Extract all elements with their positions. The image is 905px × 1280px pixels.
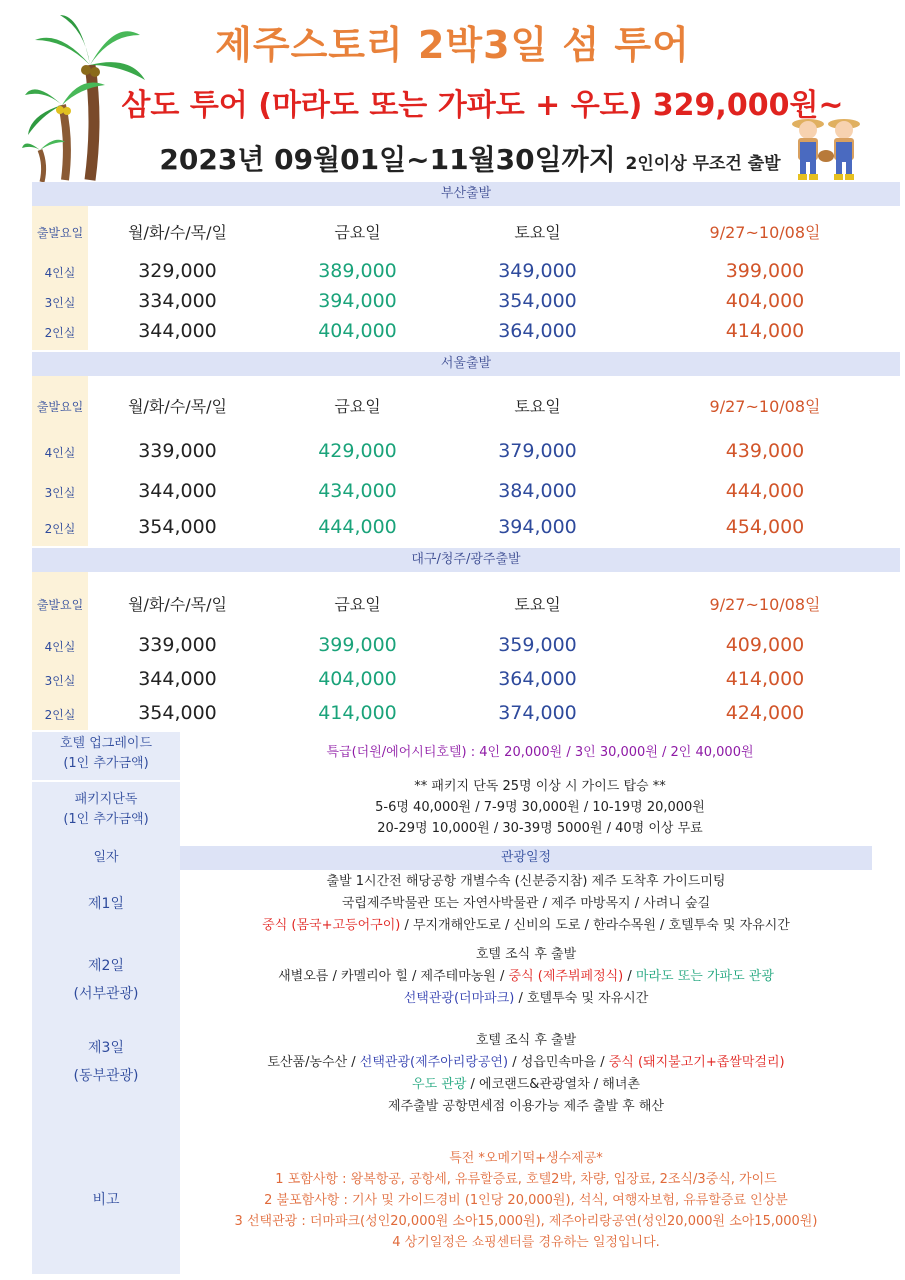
price-cell: 354,000: [138, 516, 217, 538]
day1-lunch: 중식 (몸국+고등어구이): [262, 918, 401, 933]
notes-excluded: 2 불포함사항 : 기사 및 가이드경비 (1인당 20,000원), 석식, 여행자보험, 유류할증료 인상분: [264, 1193, 788, 1208]
price-cell: 394,000: [498, 516, 577, 538]
price-cell: 404,000: [725, 290, 805, 312]
section-band-busan: 부산출발: [32, 182, 900, 206]
itinerary-head-schedule: 관광일정: [500, 850, 552, 865]
day1-line3: [180, 915, 872, 937]
package-line1: ** 패키지 단독 25명 이상 시 가이드 탑승 **: [414, 779, 666, 794]
price-cell: 344,000: [138, 480, 217, 502]
room-label: 4인실: [44, 446, 76, 460]
day1-line2: 국립제주박물관 또는 자연사박물관 / 제주 마방목지 / 사려니 숲길: [341, 896, 711, 911]
departure-day-label: 출발요일: [36, 400, 84, 414]
day3-line3-rest: / 에코랜드&관광열차 / 해녀촌: [466, 1077, 640, 1092]
day3-line2: [180, 1052, 872, 1074]
price-cell: 439,000: [725, 440, 805, 462]
notes-label: 비고: [92, 1192, 120, 1208]
tour-subtitle: 삼도 투어 (마라도 또는 가파도 + 우도) 329,000원~: [121, 88, 844, 123]
day2-line3: [180, 988, 872, 1010]
price-cell: 434,000: [318, 480, 397, 502]
day3-label: 제3일: [88, 1040, 124, 1056]
departure-day-label: 출발요일: [36, 226, 84, 240]
notes-optional: 3 선택관광 : 더마파크(성인20,000원 소아15,000원), 제주아리랑공연(성인20,000원 소아15,000원): [234, 1214, 818, 1229]
package-label: [32, 782, 180, 848]
col-header-friday: 금요일: [334, 223, 381, 242]
page-title: 제주스토리 2박3일 섬 투어: [215, 23, 690, 67]
package-label-line1: 패키지단독: [74, 792, 138, 807]
price-cell: 354,000: [498, 290, 577, 312]
room-label: 4인실: [44, 640, 76, 654]
day1-line1: 출발 1시간전 해당공항 개별수속 (신분증지참) 제주 도착후 가이드미팅: [326, 874, 726, 889]
price-cell: 404,000: [318, 668, 397, 690]
room-label: 3인실: [44, 486, 76, 500]
section-band-seoul: 서울출발: [32, 352, 900, 376]
hotel-upgrade-label-line2: (1인 추가금액): [63, 756, 149, 771]
notes-block: [180, 1148, 872, 1253]
price-cell: 394,000: [318, 290, 397, 312]
notes-included: 1 포함사항 : 왕복항공, 공항세, 유류할증료, 호텔2박, 차량, 입장료, 2조식/3중식, 가이드: [275, 1172, 777, 1187]
col-header-saturday: 토요일: [514, 595, 561, 614]
day3-line1: 호텔 조식 후 출발: [475, 1033, 577, 1048]
day1-line3-rest: / 무지개해안도로 / 신비의 도로 / 한라수목원 / 호텔투숙 및 자유시간: [400, 918, 790, 933]
package-line2: 5-6명 40,000원 / 7-9명 30,000원 / 10-19명 20,000원: [375, 800, 705, 815]
col-header-weekday: 월/화/수/목/일: [128, 595, 227, 614]
day3-optional-tour: 선택관광(제주아리랑공연): [359, 1055, 509, 1070]
col-header-peak: 9/27~10/08일: [709, 397, 821, 416]
room-label: 3인실: [44, 296, 76, 310]
price-cell: 364,000: [498, 320, 577, 342]
hotel-upgrade-text: 특급(더원/에어시티호텔) : 4인 20,000원 / 3인 30,000원 / 2인 40,000원: [326, 745, 754, 760]
hotel-upgrade-label-line1: 호텔 업그레이드: [59, 736, 153, 751]
package-label-line2: (1인 추가금액): [63, 812, 149, 827]
day2-sep: /: [623, 969, 636, 984]
price-cell: 444,000: [725, 480, 805, 502]
price-cell: 414,000: [725, 320, 805, 342]
room-label: 2인실: [44, 522, 76, 536]
price-cell: 354,000: [138, 702, 217, 724]
day3-lunch: 중식 (돼지불고기+좁쌀막걸리): [608, 1055, 785, 1070]
room-label: 4인실: [44, 266, 76, 280]
day2-label: 제2일: [88, 958, 124, 974]
section-band-daegu: 대구/청주/광주출발: [32, 548, 900, 572]
day3-sub: (동부관광): [73, 1068, 139, 1084]
price-cell: 339,000: [138, 634, 217, 656]
day2-line1: 호텔 조식 후 출발: [475, 947, 577, 962]
day2-line2: [180, 966, 872, 988]
day2-schedule: [180, 944, 872, 1010]
price-cell: 344,000: [138, 320, 217, 342]
price-cell: 414,000: [725, 668, 805, 690]
package-info: [180, 776, 900, 839]
price-cell: 329,000: [138, 260, 217, 282]
price-cell: 424,000: [725, 702, 805, 724]
day2-optional-tour: 선택관광(더마파크): [403, 991, 515, 1006]
departure-day-label: 출발요일: [36, 598, 84, 612]
price-cell: 334,000: [138, 290, 217, 312]
price-cell: 454,000: [725, 516, 805, 538]
price-cell: 384,000: [498, 480, 577, 502]
day3-line2-mid: / 성읍민속마을 /: [508, 1055, 609, 1070]
price-cell: 399,000: [318, 634, 397, 656]
price-cell: 414,000: [318, 702, 397, 724]
tour-period: [110, 138, 830, 178]
day2-line2-part: 새별오름 / 카멜리아 힐 / 제주테마농원 /: [278, 969, 509, 984]
price-cell: 399,000: [725, 260, 805, 282]
itinerary-head-day: 일자: [93, 850, 119, 865]
col-header-peak: 9/27~10/08일: [709, 595, 821, 614]
price-cell: 349,000: [498, 260, 577, 282]
room-label: 2인실: [44, 326, 76, 340]
day3-udo-tour: 우도 관광: [412, 1077, 467, 1092]
day2-sub: (서부관광): [73, 986, 139, 1002]
day2-island-tour: 마라도 또는 가파도 관광: [635, 969, 774, 984]
col-header-peak: 9/27~10/08일: [709, 223, 821, 242]
col-header-weekday: 월/화/수/목/일: [128, 397, 227, 416]
day2-lunch: 중식 (제주뷔페정식): [508, 969, 624, 984]
day3-schedule: [180, 1030, 872, 1118]
day2-line3-rest: / 호텔투숙 및 자유시간: [514, 991, 649, 1006]
period-dates: 2023년 09월01일~11월30일까지: [159, 143, 616, 176]
price-cell: 409,000: [725, 634, 805, 656]
price-cell: 404,000: [318, 320, 397, 342]
col-header-friday: 금요일: [334, 595, 381, 614]
day1-schedule: [180, 871, 872, 937]
col-header-saturday: 토요일: [514, 223, 561, 242]
price-cell: 374,000: [498, 702, 577, 724]
notes-shopping: 4 상기일정은 쇼핑센터를 경유하는 일정입니다.: [392, 1235, 660, 1250]
price-cell: 364,000: [498, 668, 577, 690]
price-cell: 429,000: [318, 440, 397, 462]
price-cell: 389,000: [318, 260, 397, 282]
day3-line4: 제주출발 공항면세점 이용가능 제주 출발 후 해산: [388, 1099, 664, 1114]
day1-label: 제1일: [88, 896, 124, 912]
col-header-friday: 금요일: [334, 397, 381, 416]
col-header-weekday: 월/화/수/목/일: [128, 223, 227, 242]
hotel-upgrade-label: [32, 732, 180, 780]
price-cell: 339,000: [138, 440, 217, 462]
day3-line2-part: 토산품/농수산 /: [267, 1055, 360, 1070]
price-cell: 344,000: [138, 668, 217, 690]
price-cell: 379,000: [498, 440, 577, 462]
room-label: 2인실: [44, 708, 76, 722]
price-cell: 444,000: [318, 516, 397, 538]
price-cell: 359,000: [498, 634, 577, 656]
room-label: 3인실: [44, 674, 76, 688]
col-header-saturday: 토요일: [514, 397, 561, 416]
notes-benefit: 특전 *오메기떡+생수제공*: [449, 1151, 603, 1166]
day3-line3: [180, 1074, 872, 1096]
package-line3: 20-29명 10,000원 / 30-39명 5000원 / 40명 이상 무료: [377, 821, 703, 836]
period-note: 2인이상 무조건 출발: [625, 154, 781, 174]
